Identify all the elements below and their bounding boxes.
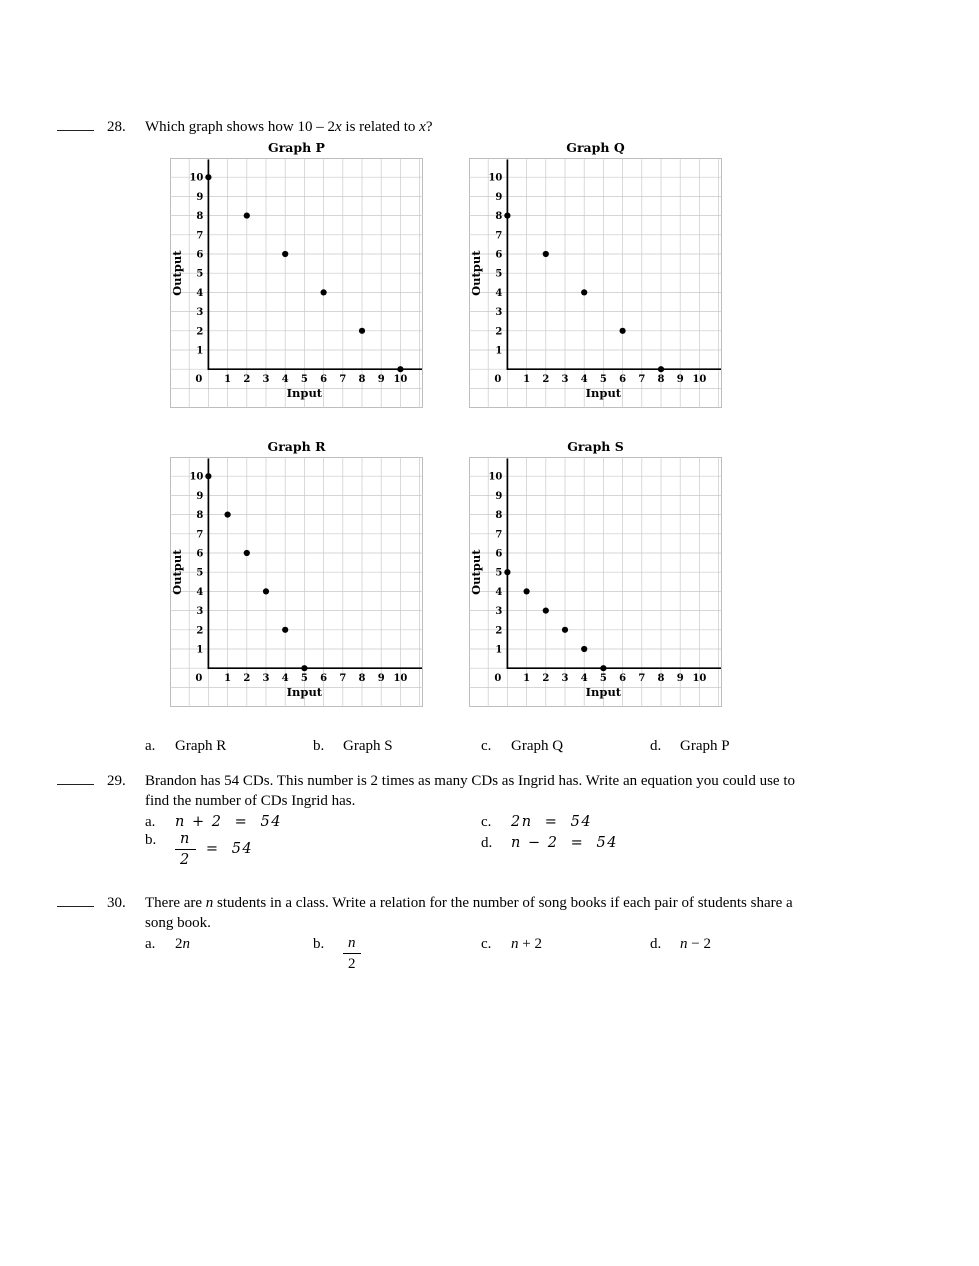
svg-text:4: 4	[281, 374, 289, 386]
fraction	[175, 830, 196, 869]
svg-text:3: 3	[196, 606, 204, 618]
coefficient: 2	[175, 936, 183, 952]
svg-text:0: 0	[195, 673, 203, 685]
svg-text:7: 7	[196, 529, 204, 541]
svg-text:8: 8	[495, 211, 503, 223]
prompt-part: There are	[145, 895, 206, 911]
svg-text:8: 8	[657, 673, 665, 685]
svg-text:1: 1	[523, 673, 531, 685]
svg-text:1: 1	[224, 673, 232, 685]
fraction-denominator: 2	[348, 956, 356, 972]
question-line: Brandon has 54 CDs. This number is 2 times as many CDs as Ingrid has. Write an equation you could use to	[145, 773, 796, 789]
q30-choice-c	[481, 934, 542, 954]
svg-text:7: 7	[495, 529, 503, 541]
fraction-denominator: 2	[180, 852, 191, 868]
svg-text:9: 9	[676, 374, 684, 386]
q29-choice-a	[145, 812, 282, 832]
svg-text:1: 1	[224, 374, 232, 386]
answer-blank-30	[57, 893, 94, 907]
svg-text:5: 5	[599, 673, 607, 685]
q28-choice-d	[650, 736, 730, 756]
choice-letter: d.	[481, 835, 493, 851]
expression-tail: − 2	[687, 936, 711, 952]
svg-text:2: 2	[196, 326, 204, 338]
svg-text:10: 10	[488, 172, 503, 184]
q29-choice-c	[481, 812, 592, 832]
graph-p-plot	[170, 158, 423, 408]
question-line	[145, 893, 935, 913]
svg-text:2: 2	[542, 374, 550, 386]
prompt-part: ?	[425, 119, 433, 135]
math-variable: x	[419, 119, 426, 135]
svg-text:Output: Output	[170, 250, 184, 296]
graph-p-title: Graph P	[268, 140, 325, 155]
fraction-numerator: n	[175, 830, 196, 850]
svg-text:8: 8	[196, 211, 204, 223]
svg-text:Input: Input	[585, 685, 622, 700]
svg-text:1: 1	[523, 374, 531, 386]
svg-text:7: 7	[638, 374, 646, 386]
svg-text:7: 7	[196, 230, 204, 242]
svg-text:6: 6	[619, 673, 627, 685]
svg-text:6: 6	[495, 548, 503, 560]
graph-s-title: Graph S	[567, 439, 624, 454]
choice-letter: c.	[481, 936, 492, 952]
question-29-number: 29.	[107, 773, 126, 789]
choice-letter: a.	[145, 738, 156, 754]
prompt-part: Which graph shows how 10 – 2	[145, 119, 335, 135]
svg-text:1: 1	[196, 345, 204, 357]
choice-label: Graph S	[343, 738, 393, 754]
equation-rhs: = 54	[205, 841, 254, 857]
choice-letter: d.	[650, 936, 662, 952]
svg-text:3: 3	[561, 374, 569, 386]
choice-letter: a.	[145, 936, 156, 952]
svg-text:5: 5	[599, 374, 607, 386]
svg-text:5: 5	[196, 567, 204, 579]
question-28-number: 28.	[107, 119, 126, 135]
svg-text:3: 3	[262, 673, 270, 685]
graph-s-plot	[469, 457, 722, 707]
graph-q-plot	[469, 158, 722, 408]
svg-text:7: 7	[339, 673, 347, 685]
svg-text:7: 7	[495, 230, 503, 242]
svg-text:10: 10	[692, 673, 707, 685]
svg-text:8: 8	[358, 673, 366, 685]
svg-text:4: 4	[281, 673, 289, 685]
svg-text:10: 10	[393, 673, 408, 685]
svg-text:9: 9	[196, 490, 204, 502]
choice-label: Graph P	[680, 738, 730, 754]
q29-choice-b	[145, 830, 253, 869]
question-30-text	[145, 893, 935, 933]
math-variable: n	[680, 936, 688, 952]
answer-blank-28	[57, 117, 94, 131]
svg-text:5: 5	[300, 374, 308, 386]
svg-text:2: 2	[495, 625, 503, 637]
svg-text:5: 5	[495, 567, 503, 579]
svg-text:2: 2	[542, 673, 550, 685]
question-line: find the number of CDs Ingrid has.	[145, 793, 356, 809]
math-variable: x	[334, 119, 342, 135]
graph-p	[170, 140, 423, 408]
svg-text:3: 3	[262, 374, 270, 386]
equation: n − 2 = 54	[511, 835, 618, 851]
svg-text:4: 4	[580, 673, 588, 685]
svg-text:6: 6	[320, 673, 328, 685]
svg-text:2: 2	[243, 673, 251, 685]
choice-label: Graph R	[175, 738, 227, 754]
svg-text:0: 0	[494, 673, 502, 685]
svg-text:7: 7	[339, 374, 347, 386]
choice-label: Graph Q	[511, 738, 564, 754]
svg-text:4: 4	[196, 287, 204, 299]
svg-text:6: 6	[196, 548, 204, 560]
q30-choice-d	[650, 934, 711, 954]
svg-text:5: 5	[300, 673, 308, 685]
svg-text:9: 9	[196, 191, 204, 203]
svg-text:10: 10	[189, 172, 204, 184]
svg-text:Input: Input	[286, 685, 323, 700]
svg-text:Input: Input	[585, 386, 622, 401]
svg-text:2: 2	[243, 374, 251, 386]
svg-text:7: 7	[638, 673, 646, 685]
prompt-part: is related to	[341, 119, 420, 135]
fraction	[343, 934, 361, 973]
fraction-numerator: n	[343, 934, 361, 954]
graph-q	[469, 140, 722, 408]
question-28-text	[145, 117, 432, 137]
q28-choice-b	[313, 736, 393, 756]
q29-choice-d	[481, 833, 618, 853]
svg-text:3: 3	[495, 307, 503, 319]
question-29-text	[145, 771, 935, 811]
svg-text:6: 6	[320, 374, 328, 386]
choice-letter: b.	[145, 832, 157, 848]
q28-choice-c	[481, 736, 563, 756]
svg-text:8: 8	[495, 510, 503, 522]
svg-text:1: 1	[495, 644, 503, 656]
answer-blank-29	[57, 771, 94, 785]
svg-text:9: 9	[377, 673, 385, 685]
q28-choice-a	[145, 736, 226, 756]
svg-text:1: 1	[196, 644, 204, 656]
svg-text:0: 0	[195, 374, 203, 386]
svg-text:10: 10	[692, 374, 707, 386]
svg-text:0: 0	[494, 374, 502, 386]
svg-text:6: 6	[619, 374, 627, 386]
svg-text:10: 10	[488, 471, 503, 483]
svg-text:Output: Output	[469, 250, 483, 296]
svg-text:9: 9	[377, 374, 385, 386]
choice-letter: c.	[481, 814, 492, 830]
choice-letter: c.	[481, 738, 492, 754]
svg-text:9: 9	[495, 191, 503, 203]
svg-text:10: 10	[393, 374, 408, 386]
svg-text:8: 8	[196, 510, 204, 522]
graph-r	[170, 439, 423, 707]
svg-text:2: 2	[196, 625, 204, 637]
graph-q-title: Graph Q	[566, 140, 625, 155]
svg-text:6: 6	[495, 249, 503, 261]
question-30-number: 30.	[107, 895, 126, 911]
svg-text:5: 5	[495, 268, 503, 280]
svg-text:3: 3	[495, 606, 503, 618]
choice-letter: a.	[145, 814, 156, 830]
svg-text:3: 3	[561, 673, 569, 685]
svg-text:10: 10	[189, 471, 204, 483]
svg-text:1: 1	[495, 345, 503, 357]
svg-text:Output: Output	[170, 549, 184, 595]
svg-text:3: 3	[196, 307, 204, 319]
svg-text:4: 4	[196, 586, 204, 598]
math-variable: n	[182, 936, 190, 952]
svg-text:Input: Input	[286, 386, 323, 401]
prompt-part: students in a class. Write a relation for the number of song books if each pair of students share a	[213, 895, 793, 911]
svg-text:6: 6	[196, 249, 204, 261]
svg-text:5: 5	[196, 268, 204, 280]
math-variable: n	[511, 936, 519, 952]
svg-text:2: 2	[495, 326, 503, 338]
svg-text:9: 9	[495, 490, 503, 502]
choice-letter: b.	[313, 936, 325, 952]
svg-text:4: 4	[580, 374, 588, 386]
svg-text:4: 4	[495, 287, 503, 299]
question-line: song book.	[145, 915, 211, 931]
equation: n + 2 = 54	[175, 814, 282, 830]
q30-choice-b	[313, 934, 361, 973]
q30-choice-a	[145, 934, 190, 954]
svg-text:9: 9	[676, 673, 684, 685]
choice-letter: b.	[313, 738, 325, 754]
graph-r-plot	[170, 457, 423, 707]
choice-letter: d.	[650, 738, 662, 754]
svg-text:8: 8	[358, 374, 366, 386]
graph-s	[469, 439, 722, 707]
svg-text:4: 4	[495, 586, 503, 598]
math-variable: n	[205, 895, 214, 911]
equation: 2n = 54	[511, 814, 593, 830]
svg-text:8: 8	[657, 374, 665, 386]
svg-text:Output: Output	[469, 549, 483, 595]
expression-tail: + 2	[518, 936, 542, 952]
graph-r-title: Graph R	[267, 439, 326, 454]
